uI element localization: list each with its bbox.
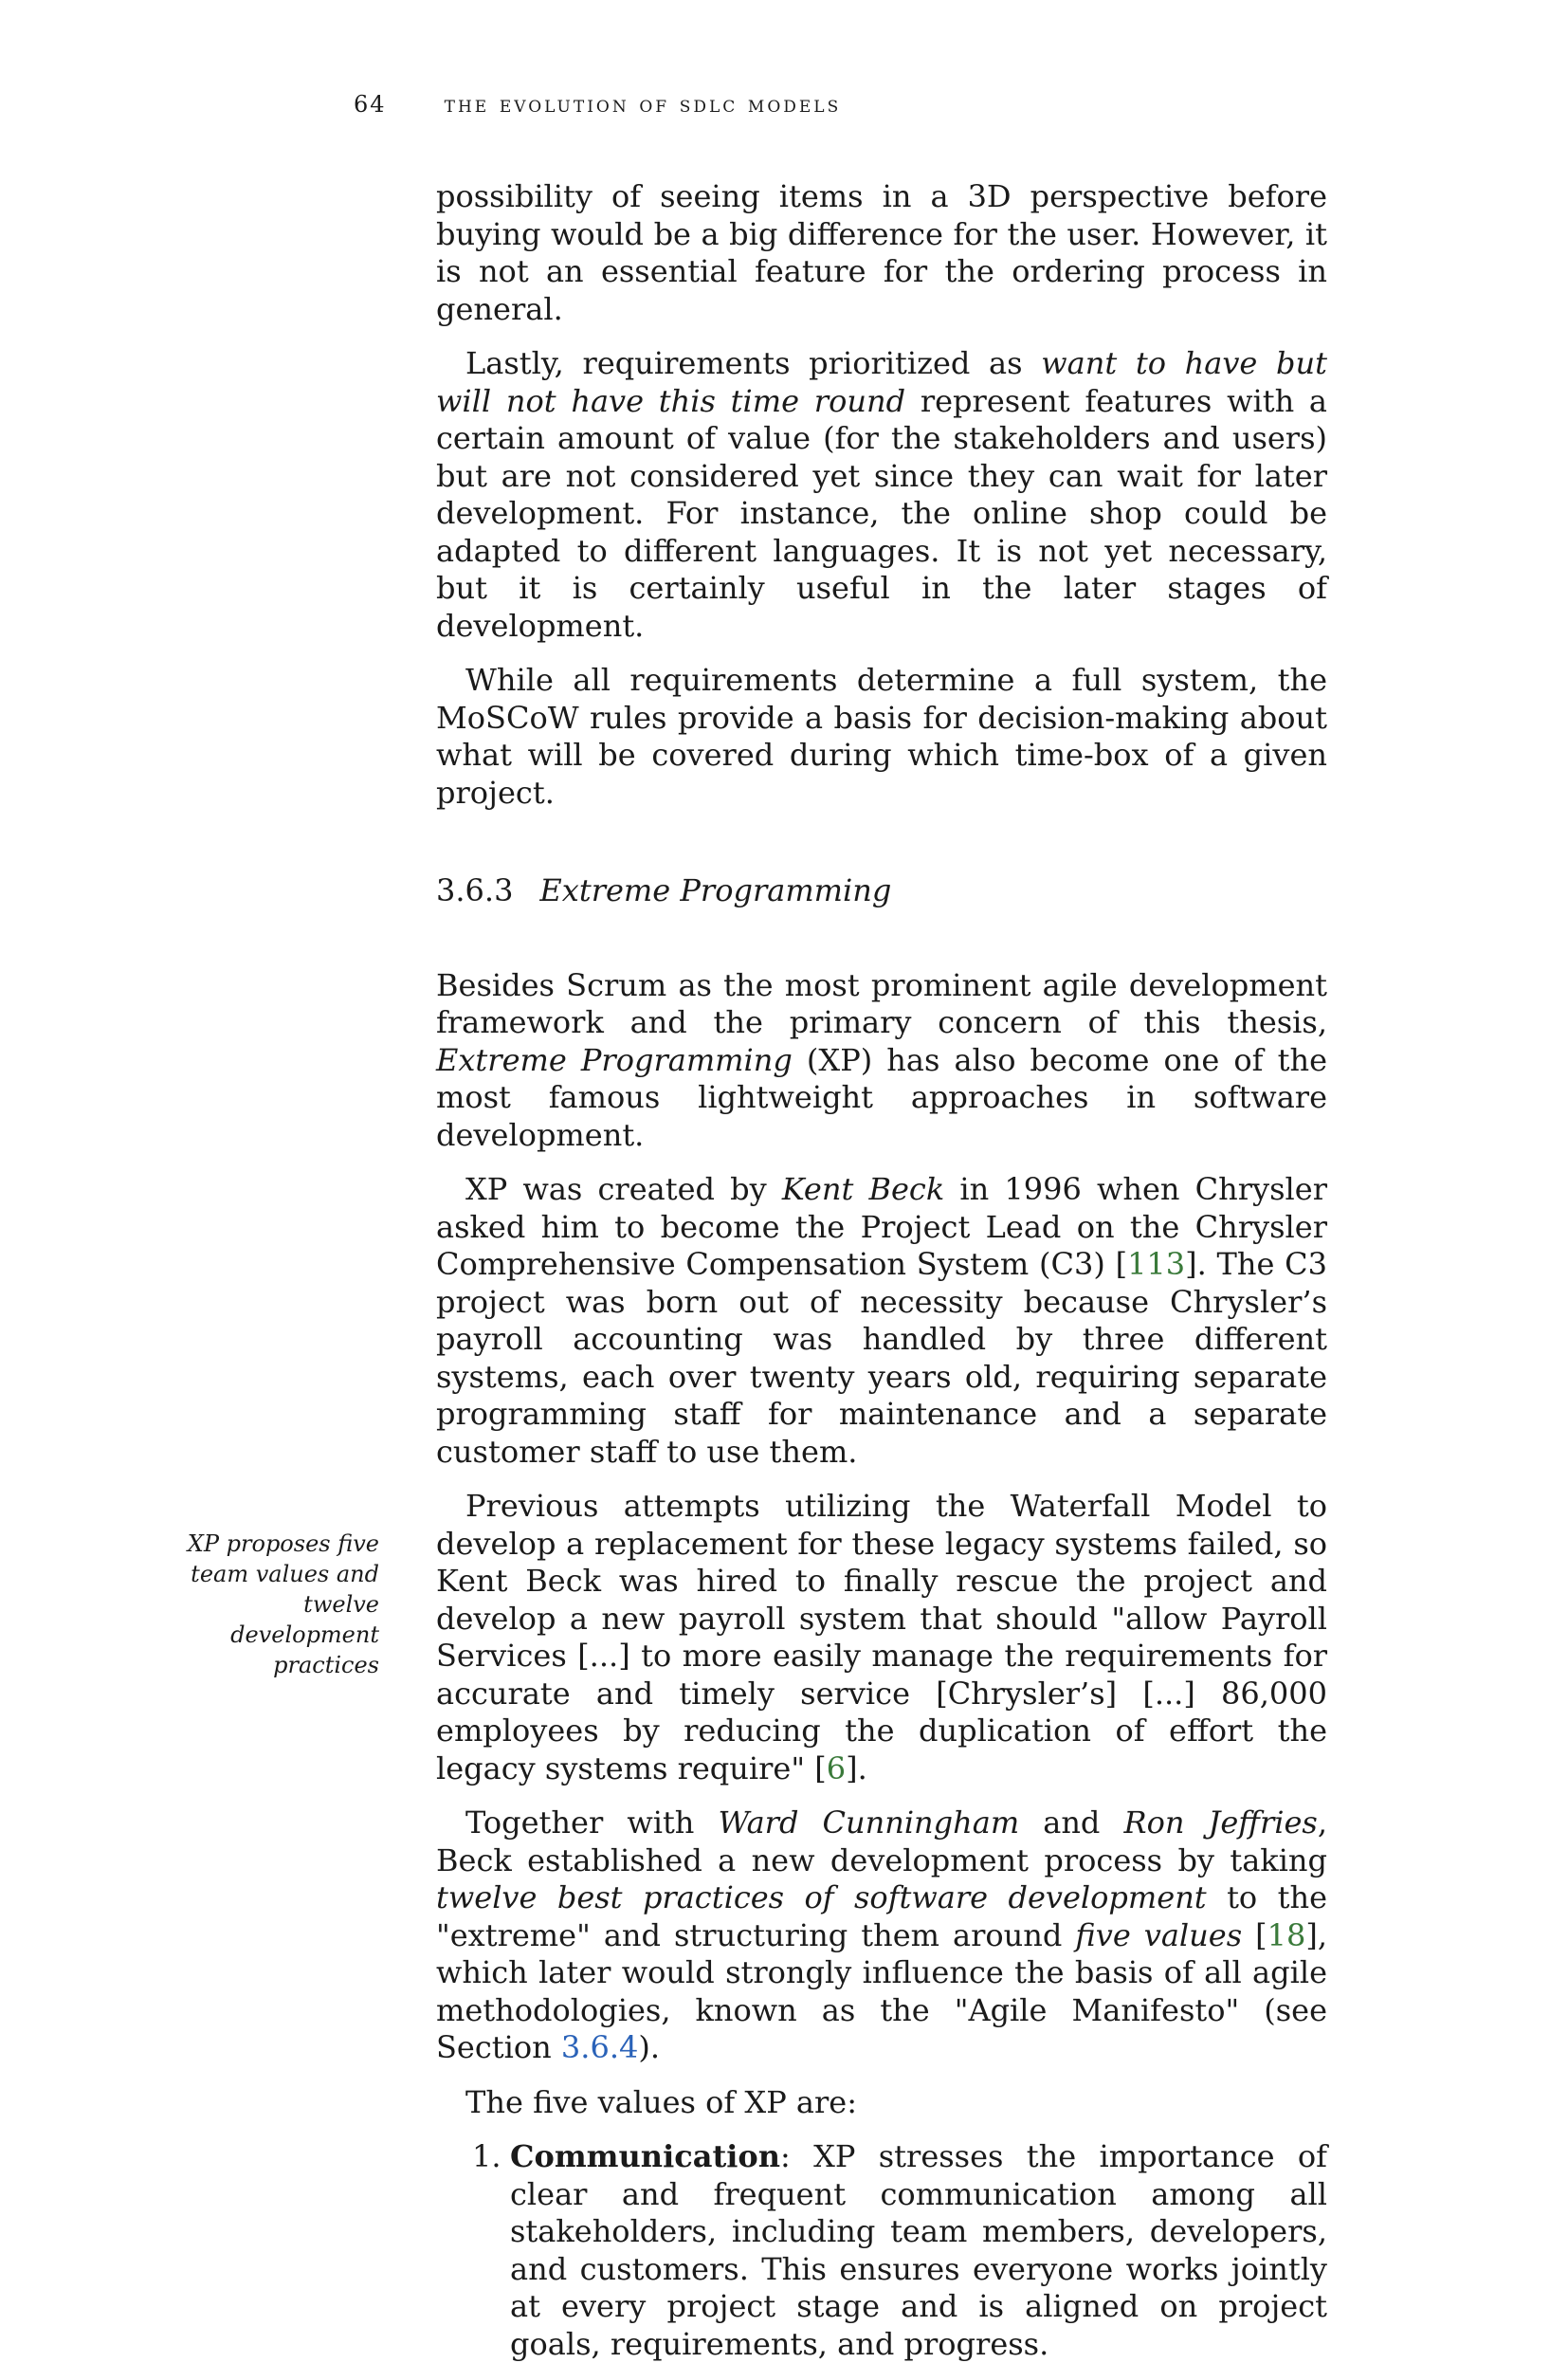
- emphasis-text: want to have but will not have this time round: [436, 345, 1328, 419]
- paragraph-text: Lastly, requirements prioritized as: [465, 345, 1042, 381]
- paragraph-text: While all requirements determine a full system, the MoSCoW rules provide a basis for decision-making about what will be covered during which time-box of a given project.: [436, 662, 1327, 811]
- paragraph-text: ]. The C3 project was born out of necessity because Chrysler’s payroll accounting was handled by three different systems, each over twenty years old, requiring separate programming staff for maintenance and a separate customer staff to use them.: [436, 1246, 1328, 1470]
- paragraph: [436, 662, 1327, 812]
- paragraph: [436, 178, 1327, 328]
- paragraph: [436, 1488, 1327, 1787]
- paragraph-text: represent features with a certain amount of value (for the stakeholders and users) but are not considered yet since they can wait for later development. For instance, the online shop could be adapted to different languages. It is not yet necessary, but it is certainly useful in the later stages of development.: [436, 382, 1328, 644]
- paragraph-text: [: [1242, 1916, 1267, 1953]
- citation-link[interactable]: 18: [1267, 1916, 1306, 1953]
- paragraph-text: and: [1019, 1804, 1124, 1841]
- paragraph-text: Previous attempts utilizing the Waterfall Model to develop a replacement for these legacy systems failed, so Kent Beck was hired to finally rescue the project and develop a new payroll system that should "allow Payroll Services [...] to more easily manage the requirements for accurate and timely service [Chrysler’s] [...] 86,000 employees by reducing the duplication of effort the legacy systems require" [: [436, 1488, 1327, 1786]
- xp-values-list: [436, 2138, 1327, 2363]
- paragraph-text: ], which later would strongly influence the basis of all agile methodologies, known as the "Agile Manifesto" (see Section: [436, 1916, 1328, 2065]
- list-marker: 1.: [472, 2138, 501, 2174]
- section-title: Extreme Programming: [539, 872, 892, 908]
- emphasis-text: Extreme Programming: [436, 1041, 793, 1078]
- page-number: 64: [354, 91, 387, 118]
- paragraph-text: Together with: [465, 1804, 719, 1841]
- paragraph: [436, 345, 1327, 645]
- main-text-column: [436, 178, 1327, 2363]
- paragraph: [436, 2084, 1327, 2122]
- paragraph-text: ].: [846, 1749, 867, 1786]
- citation-link[interactable]: 6: [826, 1749, 847, 1786]
- list-item: [436, 2138, 1327, 2363]
- paragraph-text: , Beck established a new development process by taking: [436, 1804, 1327, 1878]
- paragraph: [436, 1171, 1327, 1471]
- paragraph-text: to the "extreme" and structuring them around: [436, 1879, 1328, 1953]
- paragraph-text: XP was created by: [465, 1171, 782, 1207]
- paragraph-text: (XP) has also become one of the most famous lightweight approaches in software development.: [436, 1041, 1328, 1153]
- list-item-text: : XP stresses the importance of clear and frequent communication among all stakeholders, including team members, developers, and customers. This ensures everyone works jointly at every project stage and is aligned on project goals, requirements, and progress.: [510, 2138, 1327, 2362]
- emphasis-text: Ward Cunningham: [718, 1804, 1020, 1841]
- citation-link[interactable]: 113: [1127, 1246, 1186, 1282]
- list-item-term: Communication: [510, 2138, 780, 2174]
- paragraph-text: possibility of seeing items in a 3D perspective before buying would be a big difference for the user. However, it is not an essential feature for the ordering process in general.: [436, 178, 1327, 327]
- emphasis-text: twelve best practices of software development: [436, 1879, 1207, 1915]
- emphasis-text: Kent Beck: [781, 1171, 945, 1207]
- margin-note: XP proposes five team values and twelve development practices: [187, 1530, 379, 1678]
- paragraph-text: in 1996 when Chrysler asked him to become the Project Lead on the Chrysler Comprehensive Compensation System (C3) [: [436, 1171, 1328, 1282]
- section-cross-reference-link[interactable]: 3.6.4: [560, 2029, 639, 2065]
- paragraph-text: Besides Scrum as the most prominent agile development framework and the primary concern of this thesis,: [436, 966, 1327, 1040]
- emphasis-text: five values: [1075, 1916, 1243, 1953]
- paragraph: [436, 967, 1327, 1155]
- paragraph-text: ).: [638, 2029, 660, 2065]
- emphasis-text: Ron Jeffries: [1123, 1804, 1318, 1841]
- running-title: the evolution of sdlc models: [444, 91, 842, 118]
- running-header: [354, 91, 841, 118]
- section-heading: [436, 872, 1327, 910]
- paragraph-text: The five values of XP are:: [465, 2083, 857, 2120]
- section-number: 3.6.3: [436, 872, 514, 908]
- paragraph: [436, 1804, 1327, 2067]
